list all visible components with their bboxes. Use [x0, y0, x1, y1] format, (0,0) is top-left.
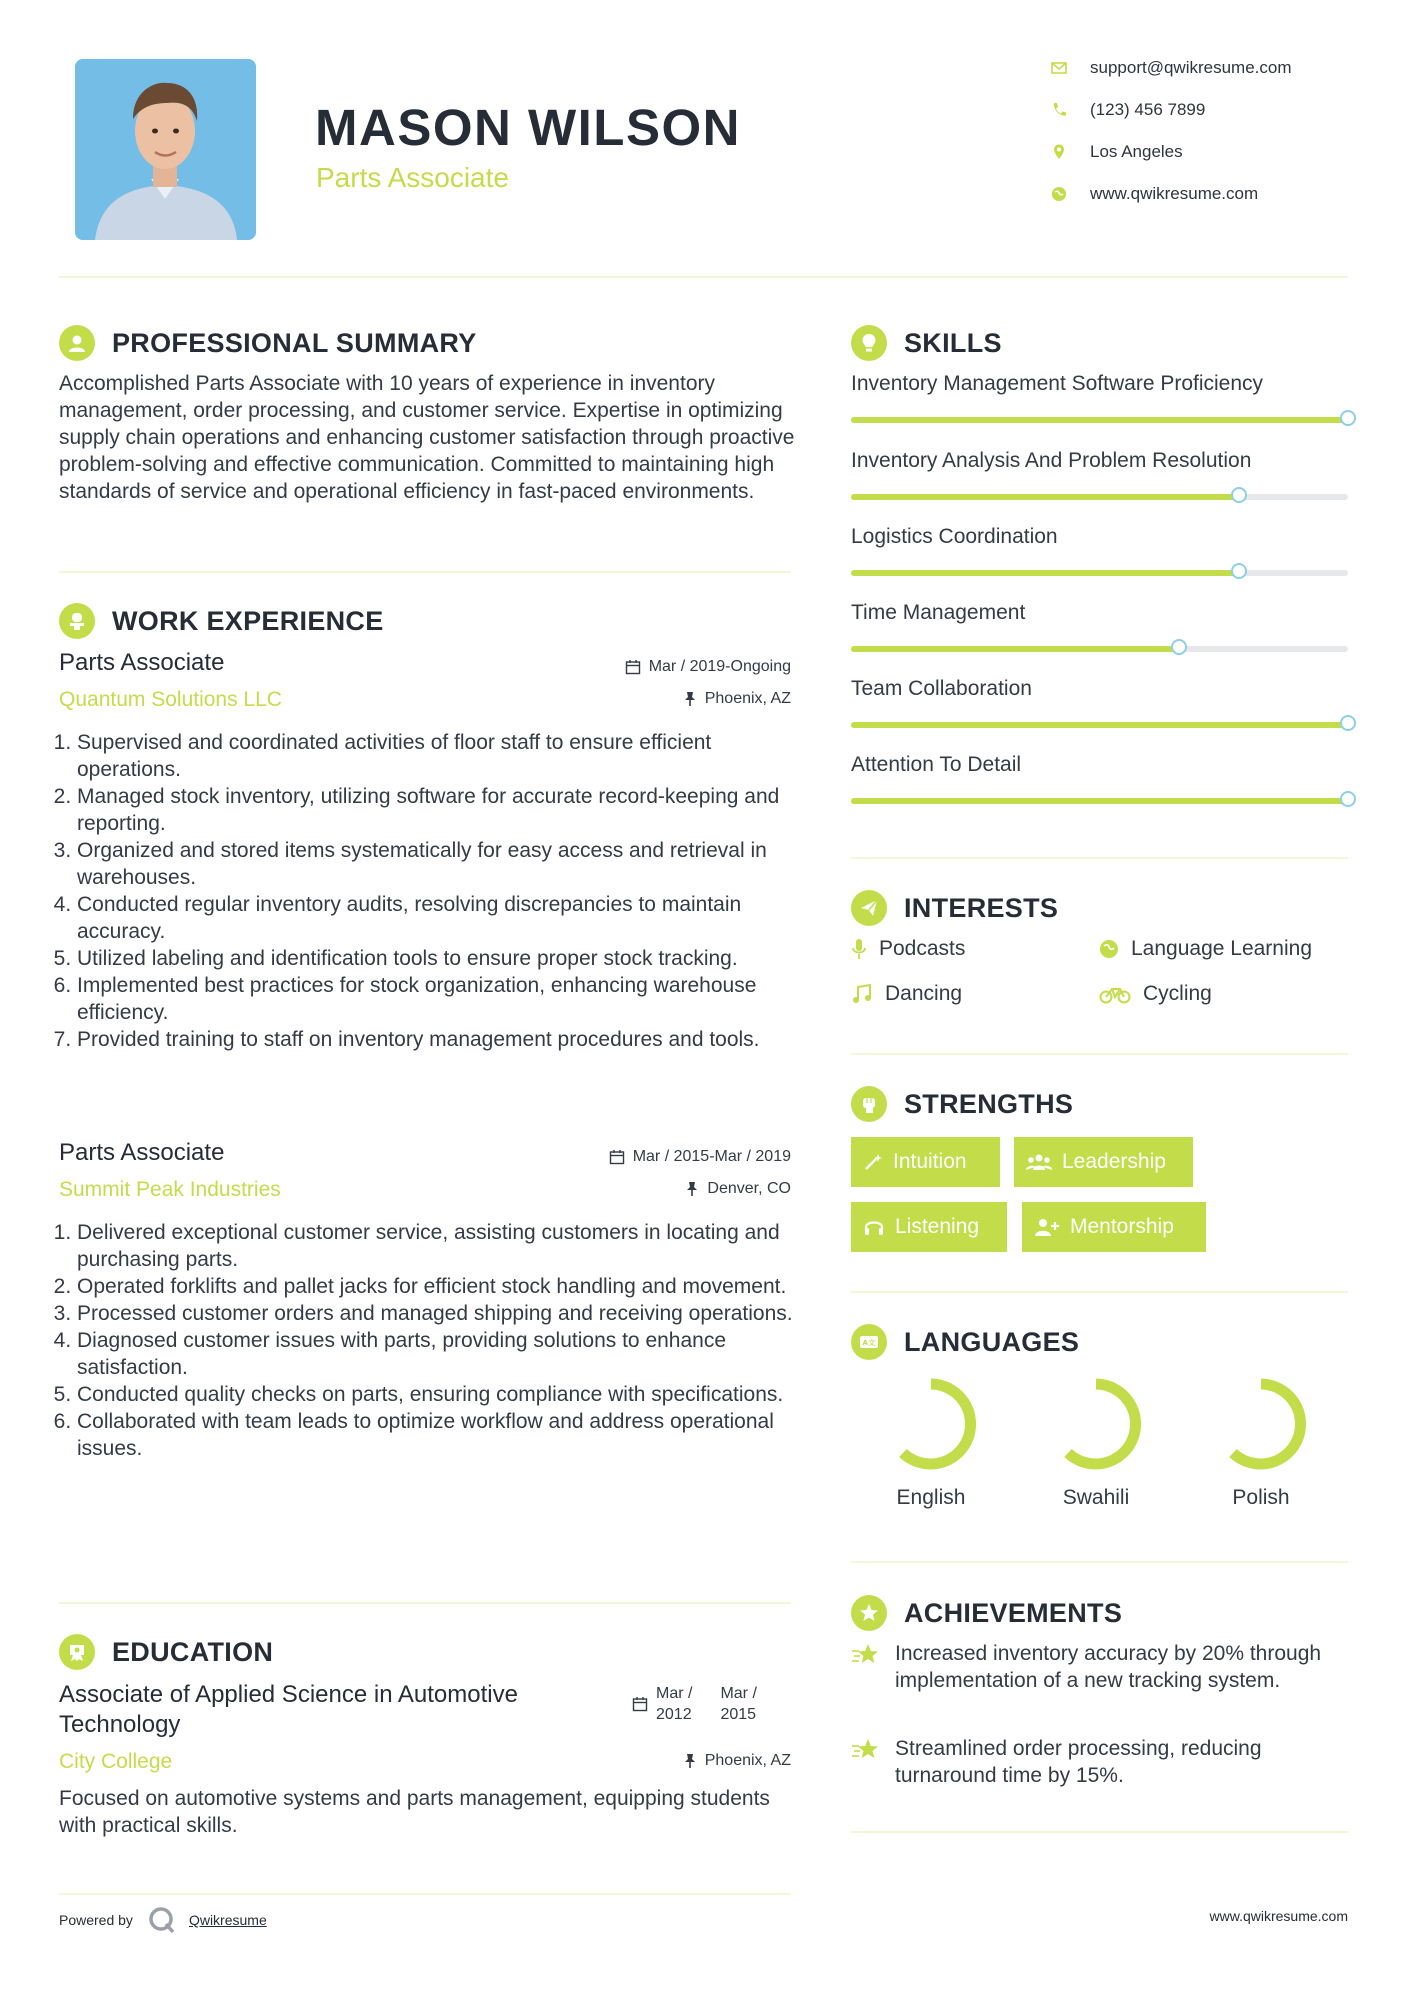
skill-bar — [851, 494, 1348, 500]
pushpin-icon — [683, 691, 697, 707]
contact-email[interactable] — [1050, 58, 1292, 78]
skill-bar-fill — [851, 494, 1239, 500]
skill-name: Inventory Management Software Proficiency — [851, 372, 1264, 395]
list-item: 3. Organized and stored items systematically for easy access and retrieval in warehouses. — [77, 837, 817, 891]
list-item: 3. Processed customer orders and managed shipping and receiving operations. — [77, 1300, 817, 1327]
contact-location — [1050, 142, 1183, 162]
list-item: 1. Supervised and coordinated activities of floor staff to ensure efficient operations. — [77, 729, 817, 783]
summary-text: Accomplished Parts Associate with 10 years of experience in inventory management, order processing, and customer service. Expertise in optimizing supply chain operations and enhancing customer satisfaction through proactive problem-solving and effective communication. Committed to maintaining high standards of service and operational efficiency in fast-paced environments. — [59, 372, 795, 503]
experience-divider — [59, 1602, 791, 1604]
header-divider — [59, 276, 1348, 278]
strength-tag-leadership: Leadership — [1014, 1137, 1193, 1187]
interest-dancing: Dancing — [851, 982, 962, 1006]
job-1-company: Quantum Solutions LLC — [59, 688, 282, 711]
language-swahili: Swahili — [1016, 1374, 1176, 1510]
footer-powered: Powered by Qwikresume — [59, 1905, 267, 1935]
language-polish: Polish — [1181, 1374, 1341, 1510]
group-icon — [1026, 1152, 1052, 1172]
skill-bar-fill — [851, 722, 1348, 728]
globe-icon — [1099, 939, 1119, 959]
email-text: support@qwikresume.com — [1090, 58, 1292, 77]
list-item: 6. Collaborated with team leads to optimize workflow and address operational issues. — [77, 1408, 817, 1462]
education-heading: EDUCATION — [59, 1634, 273, 1670]
footer-website[interactable]: www.qwikresume.com — [1209, 1908, 1348, 1924]
star-badge-icon — [851, 1595, 887, 1631]
skills-divider — [851, 857, 1348, 859]
skill-name: Time Management — [851, 601, 1026, 624]
globe-icon — [1050, 185, 1068, 203]
language-ring — [1211, 1374, 1311, 1474]
calendar-icon — [609, 1149, 625, 1165]
achievement-item: Streamlined order processing, reducing turnaround time by 15%. — [851, 1735, 1351, 1789]
fist-icon — [851, 1086, 887, 1122]
svg-text:A文: A文 — [862, 1339, 876, 1347]
skill-bar — [851, 417, 1348, 423]
skill-bar-fill — [851, 798, 1348, 804]
map-pin-icon — [1050, 143, 1068, 161]
interest-language-learning: Language Learning — [1099, 937, 1312, 961]
achievements-heading: ACHIEVEMENTS — [851, 1595, 1122, 1631]
list-item: 1. Delivered exceptional customer service, assisting customers in locating and purchasing parts. — [77, 1219, 817, 1273]
strength-tag-intuition: Intuition — [851, 1137, 1000, 1187]
list-item: 5. Utilized labeling and identification tools to ensure proper stock tracking. — [77, 945, 817, 972]
experience-heading: WORK EXPERIENCE — [59, 603, 384, 639]
contact-website[interactable] — [1050, 184, 1258, 204]
language-english: English — [851, 1374, 1011, 1510]
magic-wand-icon — [863, 1152, 883, 1172]
interest-cycling: Cycling — [1099, 982, 1212, 1006]
envelope-icon — [1050, 59, 1068, 77]
profile-photo — [75, 59, 256, 240]
strength-tag-listening: Listening — [851, 1202, 1007, 1252]
lightbulb-icon — [851, 325, 887, 361]
skill-bar — [851, 722, 1348, 728]
skill-bar-knob — [1340, 715, 1356, 731]
skill-bar-fill — [851, 570, 1239, 576]
user-plus-icon — [1034, 1217, 1060, 1237]
job-1-date: Mar / 2019-Ongoing — [625, 658, 791, 676]
music-note-icon — [851, 983, 873, 1005]
footer-divider — [59, 1893, 791, 1895]
skill-name: Logistics Coordination — [851, 525, 1058, 548]
achievements-divider — [851, 1831, 1348, 1833]
candidate-name: MASON WILSON — [315, 99, 741, 156]
microphone-icon — [851, 938, 867, 960]
contact-phone[interactable] — [1050, 100, 1205, 120]
graduation-icon — [59, 1634, 95, 1670]
skills-heading: SKILLS — [851, 325, 1002, 361]
education-dates: Mar / 2012 Mar / 2015 — [632, 1683, 757, 1725]
phone-text: (123) 456 7899 — [1090, 100, 1206, 119]
skill-bar-knob — [1340, 791, 1356, 807]
skill-name: Inventory Analysis And Problem Resolution — [851, 449, 1252, 472]
job-1-bullets — [54, 729, 817, 1053]
skill-bar-knob — [1171, 639, 1187, 655]
strengths-divider — [851, 1291, 1348, 1293]
list-item: 4. Conducted regular inventory audits, resolving discrepancies to maintain accuracy. — [77, 891, 817, 945]
qwikresume-link[interactable]: Qwikresume — [188, 1912, 267, 1928]
skill-name: Team Collaboration — [851, 677, 1032, 700]
paper-plane-icon — [851, 890, 887, 926]
star-icon — [851, 1737, 883, 1763]
bicycle-icon — [1099, 984, 1131, 1004]
pushpin-icon — [683, 1753, 697, 1769]
list-item: 7. Provided training to staff on inventory management procedures and tools. — [77, 1026, 817, 1053]
skill-bar-fill — [851, 417, 1348, 423]
strength-tag-mentorship: Mentorship — [1022, 1202, 1206, 1252]
education-degree: Associate of Applied Science in Automotive Technology — [59, 1681, 518, 1738]
user-icon — [59, 325, 95, 361]
job-2-company: Summit Peak Industries — [59, 1178, 281, 1201]
interest-podcasts: Podcasts — [851, 937, 965, 961]
skill-name: Attention To Detail — [851, 753, 1022, 776]
skill-bar — [851, 798, 1348, 804]
briefcase-icon — [59, 603, 95, 639]
skill-bar-knob — [1231, 563, 1247, 579]
job-2-location: Denver, CO — [685, 1180, 791, 1198]
skill-bar — [851, 646, 1348, 652]
star-icon — [851, 1642, 883, 1668]
calendar-icon — [625, 659, 641, 675]
summary-divider — [59, 571, 791, 573]
list-item: 4. Diagnosed customer issues with parts, providing solutions to enhance satisfaction. — [77, 1327, 817, 1381]
list-item: 2. Managed stock inventory, utilizing software for accurate record-keeping and reporting. — [77, 783, 817, 837]
qwikresume-logo-icon — [147, 1905, 177, 1935]
list-item: 2. Operated forklifts and pallet jacks for efficient stock handling and movement. — [77, 1273, 817, 1300]
job-2-date: Mar / 2015-Mar / 2019 — [609, 1148, 791, 1166]
job-1-title: Parts Associate — [59, 649, 225, 676]
language-ring — [881, 1374, 981, 1474]
languages-heading: A文 LANGUAGES — [851, 1324, 1079, 1360]
candidate-role: Parts Associate — [316, 162, 509, 193]
interests-divider — [851, 1053, 1348, 1055]
headphones-icon — [863, 1217, 885, 1237]
pushpin-icon — [685, 1181, 699, 1197]
skill-bar-knob — [1340, 410, 1356, 426]
calendar-icon — [632, 1696, 648, 1712]
website-text: www.qwikresume.com — [1090, 184, 1259, 203]
languages-divider — [851, 1561, 1348, 1563]
job-1-location: Phoenix, AZ — [683, 690, 791, 708]
phone-icon — [1050, 101, 1068, 119]
location-text: Los Angeles — [1090, 142, 1183, 161]
summary-heading: PROFESSIONAL SUMMARY — [59, 325, 477, 361]
skill-bar-fill — [851, 646, 1179, 652]
skill-bar-knob — [1231, 487, 1247, 503]
interests-heading: INTERESTS — [851, 890, 1058, 926]
list-item: 5. Conducted quality checks on parts, ensuring compliance with specifications. — [77, 1381, 817, 1408]
strengths-heading: STRENGTHS — [851, 1086, 1073, 1122]
language-ring — [1046, 1374, 1146, 1474]
language-icon — [851, 1324, 887, 1360]
education-description: Focused on automotive systems and parts management, equipping students with practical skills. — [59, 1787, 770, 1837]
education-school: City College — [59, 1750, 173, 1773]
education-location: Phoenix, AZ — [683, 1752, 791, 1770]
job-2-title: Parts Associate — [59, 1139, 225, 1166]
list-item: 6. Implemented best practices for stock organization, enhancing warehouse efficiency. — [77, 972, 817, 1026]
job-2-bullets — [54, 1219, 817, 1462]
skill-bar — [851, 570, 1348, 576]
achievement-item: Increased inventory accuracy by 20% through implementation of a new tracking system. — [851, 1640, 1351, 1694]
